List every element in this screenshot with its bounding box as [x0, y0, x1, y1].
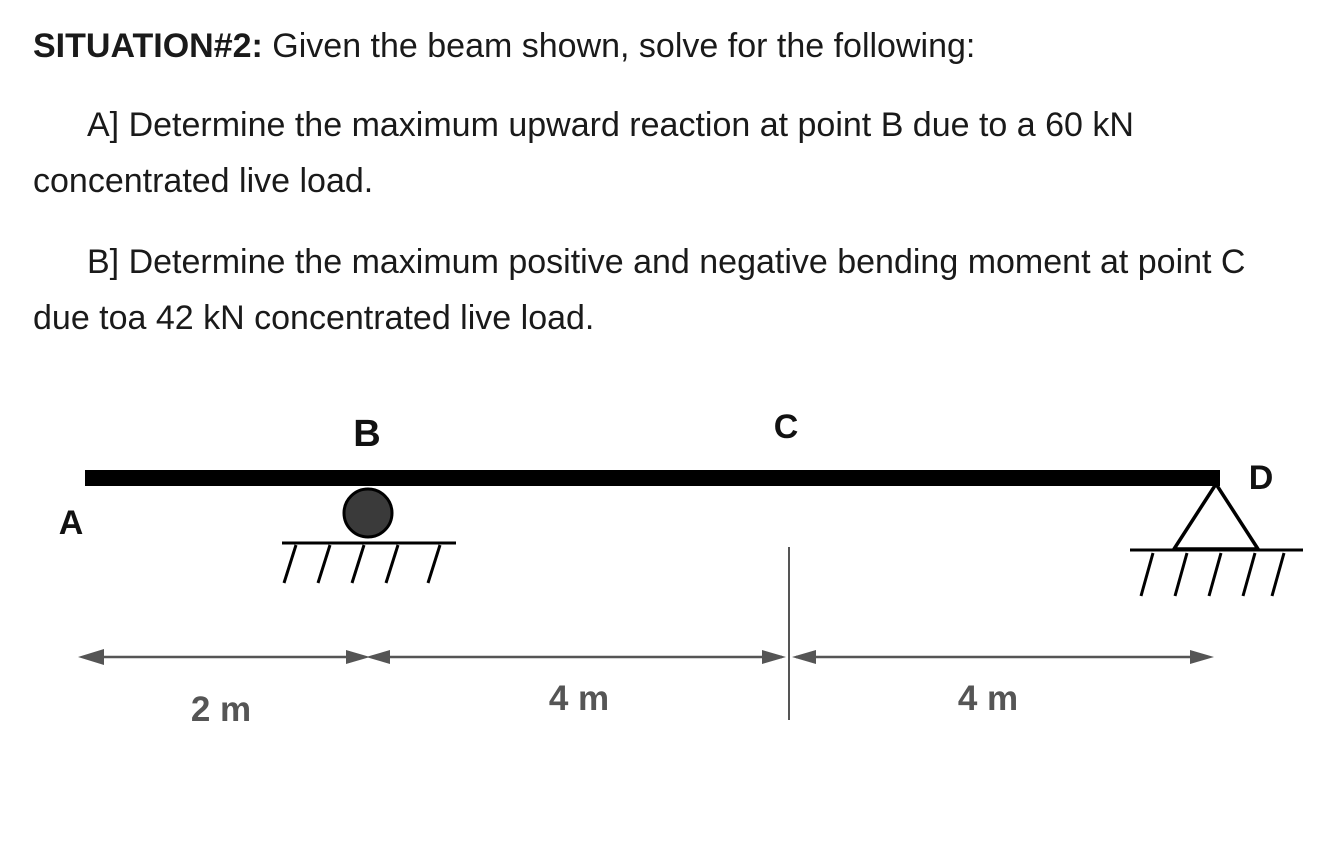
- point-label-b: B: [353, 413, 381, 455]
- beam: [85, 470, 1220, 486]
- hatch-d-4: [1243, 553, 1255, 596]
- point-label-a: A: [58, 504, 84, 542]
- dimension-label-cd: 4 m: [957, 679, 1019, 718]
- dimension-label-bc: 4 m: [548, 679, 610, 718]
- roller-support-b: [282, 489, 456, 583]
- hatch-d-5: [1272, 553, 1284, 596]
- point-label-d: D: [1248, 459, 1274, 497]
- question-a: A] Determine the maximum upward reaction at point B due to a 60 kN concentrated live load.: [33, 106, 1134, 200]
- situation-text: Given the beam shown, solve for the following:: [262, 27, 976, 65]
- hatch-b-5: [428, 545, 440, 583]
- question-b: B] Determine the maximum positive and negative bending moment at point C due toa 42 kN concentrated live load.: [33, 243, 1246, 337]
- arrow-right-c-icon: [762, 650, 786, 664]
- arrow-left-c-icon: [792, 650, 816, 664]
- arrow-left-a-icon: [78, 649, 104, 665]
- arrow-left-b-icon: [366, 650, 390, 664]
- beam-diagram: [0, 380, 1343, 800]
- situation-label: SITUATION#2:: [33, 27, 263, 65]
- point-label-c: C: [773, 408, 799, 446]
- hatch-d-3: [1209, 553, 1221, 596]
- pin-support-d: [1130, 484, 1303, 596]
- hatch-b-4: [386, 545, 398, 583]
- arrow-right-d-icon: [1190, 650, 1214, 664]
- hatch-b-2: [318, 545, 330, 583]
- hatch-d-1: [1141, 553, 1153, 596]
- hatch-b-3: [352, 545, 364, 583]
- ground-hatch-b: [284, 545, 296, 583]
- problem-heading: [33, 25, 975, 67]
- dimension-label-ab: 2 m: [190, 690, 252, 729]
- pin-triangle-icon: [1174, 484, 1258, 549]
- roller-icon: [344, 489, 392, 537]
- hatch-d-2: [1175, 553, 1187, 596]
